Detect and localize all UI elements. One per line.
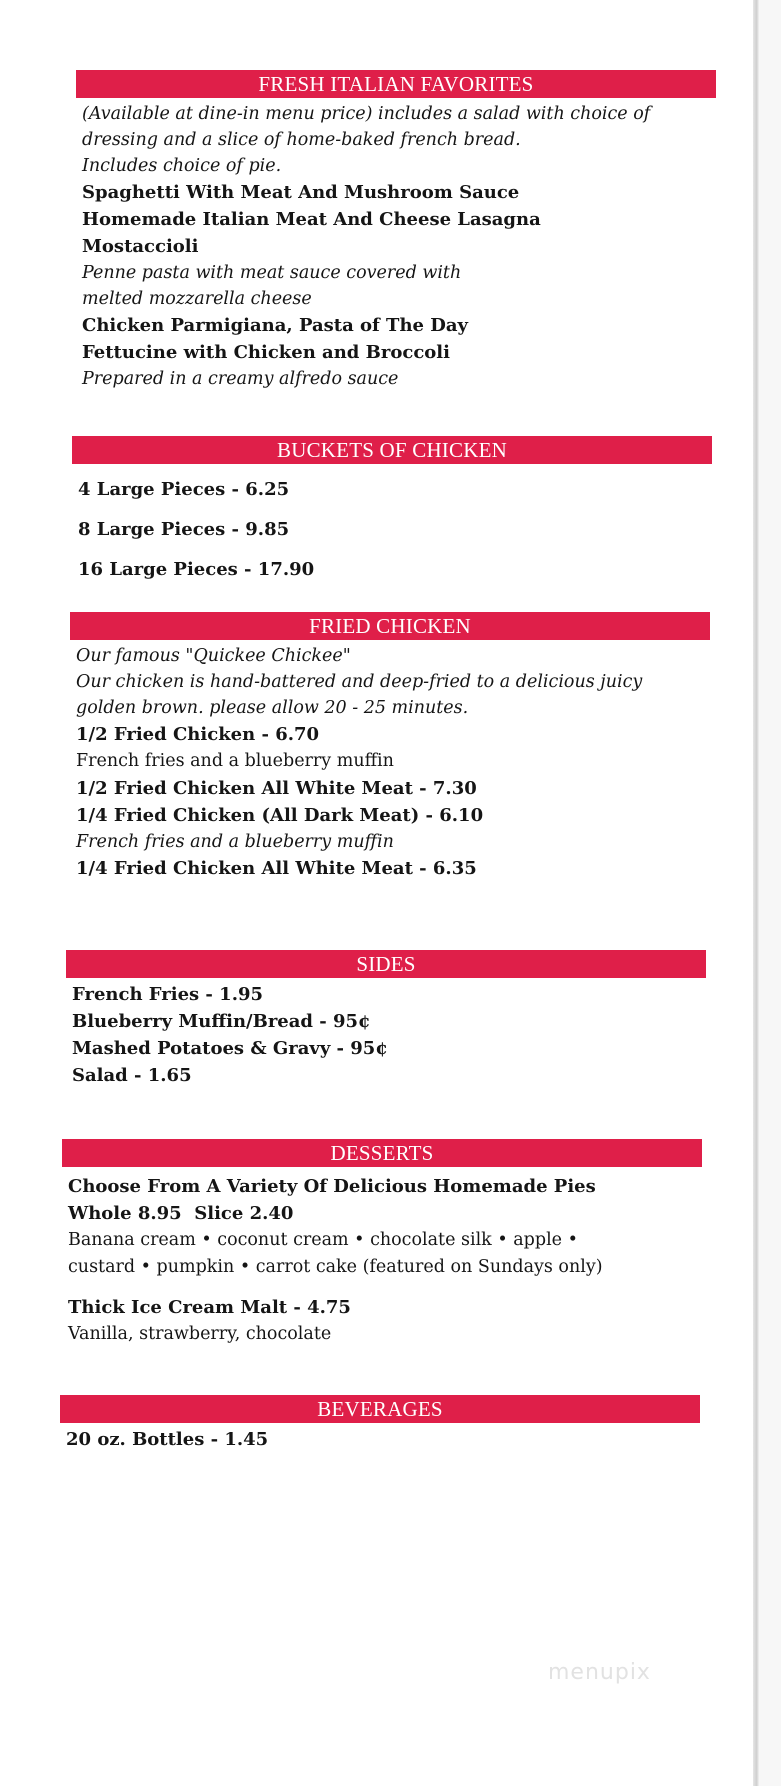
- menu-item-description: French fries and a blueberry muffin: [76, 751, 394, 771]
- menu-item-spaghetti: Spaghetti With Meat And Mushroom Sauce: [82, 182, 520, 203]
- page-margin: [759, 0, 781, 1786]
- fried-chicken-note: Our chicken is hand-battered and deep-fried to a delicious juicy: [76, 672, 643, 692]
- pie-flavors-line: custard • pumpkin • carrot cake (featured on Sundays only): [68, 1257, 603, 1277]
- menu-item-bucket-4: 4 Large Pieces - 6.25: [78, 479, 290, 500]
- menu-item-half-chicken-white: 1/2 Fried Chicken All White Meat - 7.30: [76, 778, 477, 799]
- fried-chicken-note: golden brown. please allow 20 - 25 minutes.: [76, 698, 469, 718]
- italian-note-line: dressing and a slice of home-baked french bread.: [82, 130, 521, 150]
- watermark-text: menupix: [548, 1660, 651, 1685]
- menu-item-ice-cream-malt: Thick Ice Cream Malt - 4.75: [68, 1297, 351, 1318]
- menu-item-pie-prices: Whole 8.95 Slice 2.40: [68, 1203, 294, 1224]
- menu-item-quarter-chicken-white: 1/4 Fried Chicken All White Meat - 6.35: [76, 858, 477, 879]
- italian-note-line: Includes choice of pie.: [82, 156, 282, 176]
- menu-item-bucket-8: 8 Large Pieces - 9.85: [78, 519, 290, 540]
- menu-item-bucket-16: 16 Large Pieces - 17.90: [78, 559, 315, 580]
- italian-note-line: (Available at dine-in menu price) includes a salad with choice of: [82, 104, 651, 124]
- menu-item-mostaccioli: Mostaccioli: [82, 236, 199, 257]
- menu-item-description: Vanilla, strawberry, chocolate: [68, 1324, 332, 1344]
- menu-item-french-fries: French Fries - 1.95: [72, 984, 264, 1005]
- menu-item-blueberry-muffin: Blueberry Muffin/Bread - 95¢: [72, 1011, 371, 1032]
- menu-item-fettucine: Fettucine with Chicken and Broccoli: [82, 342, 450, 363]
- section-header-sides: SIDES: [66, 950, 706, 978]
- menu-item-half-chicken: 1/2 Fried Chicken - 6.70: [76, 724, 320, 745]
- menu-item-description: Penne pasta with meat sauce covered with: [82, 263, 462, 283]
- menu-item-bottles: 20 oz. Bottles - 1.45: [66, 1429, 269, 1450]
- fried-chicken-note: Our famous "Quickee Chickee": [76, 646, 351, 666]
- menu-item-mashed-potatoes: Mashed Potatoes & Gravy - 95¢: [72, 1038, 388, 1059]
- section-header-buckets: BUCKETS OF CHICKEN: [72, 436, 712, 464]
- menu-item-description: melted mozzarella cheese: [82, 289, 312, 309]
- section-header-desserts: DESSERTS: [62, 1139, 702, 1167]
- fried-chicken-section: [70, 612, 710, 882]
- desserts-section: [62, 1139, 702, 1348]
- buckets-section: [72, 436, 712, 590]
- beverages-section: [60, 1395, 700, 1453]
- page-fold-edge: [753, 0, 759, 1786]
- sides-section: [66, 950, 706, 1089]
- menu-item-description: French fries and a blueberry muffin: [76, 832, 394, 852]
- menu-item-salad: Salad - 1.65: [72, 1065, 192, 1086]
- pie-flavors-line: Banana cream • coconut cream • chocolate silk • apple •: [68, 1230, 578, 1250]
- section-header-beverages: BEVERAGES: [60, 1395, 700, 1423]
- menu-item-homemade-pies: Choose From A Variety Of Delicious Homemade Pies: [68, 1176, 596, 1197]
- section-header-italian: FRESH ITALIAN FAVORITES: [76, 70, 716, 98]
- menu-item-chicken-parmigiana: Chicken Parmigiana, Pasta of The Day: [82, 315, 468, 336]
- menu-item-lasagna: Homemade Italian Meat And Cheese Lasagna: [82, 209, 541, 230]
- italian-favorites-section: [76, 70, 716, 392]
- menu-item-quarter-chicken-dark: 1/4 Fried Chicken (All Dark Meat) - 6.10: [76, 805, 484, 826]
- section-header-fried-chicken: FRIED CHICKEN: [70, 612, 710, 640]
- menu-item-description: Prepared in a creamy alfredo sauce: [82, 369, 399, 389]
